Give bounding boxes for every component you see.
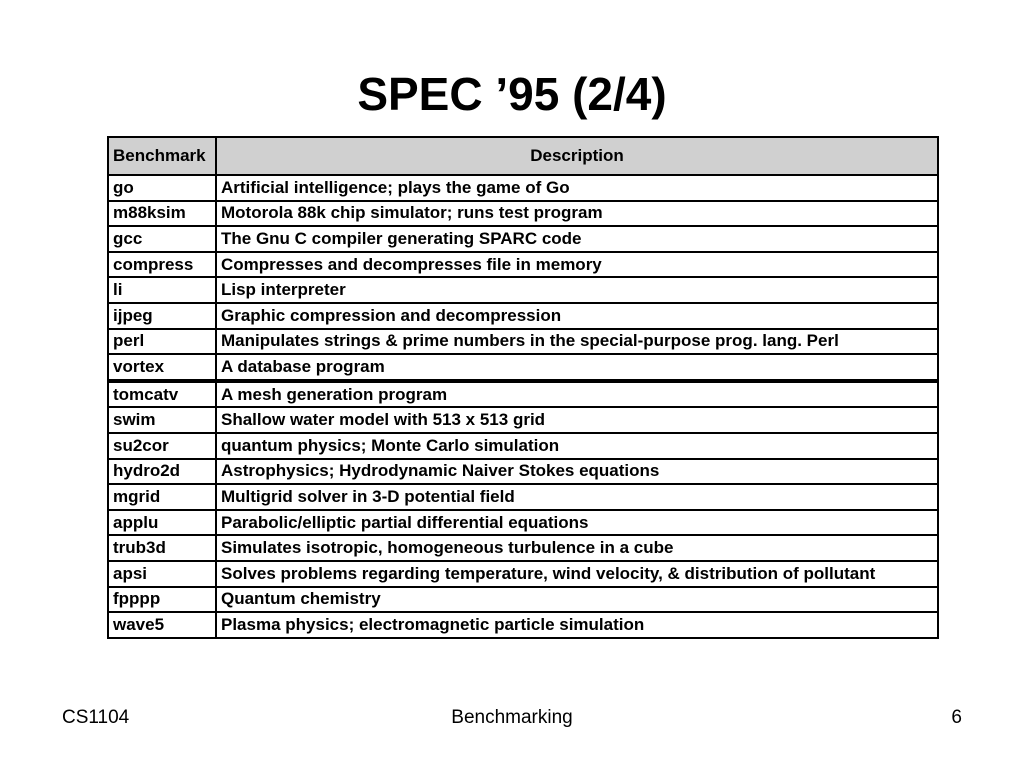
description-cell: Astrophysics; Hydrodynamic Naiver Stokes equations (216, 459, 938, 485)
table-row (108, 201, 938, 227)
benchmark-cell: applu (108, 510, 216, 536)
benchmark-cell: su2cor (108, 433, 216, 459)
table-row (108, 535, 938, 561)
description-cell: A database program (216, 354, 938, 381)
description-cell: Manipulates strings & prime numbers in the special-purpose prog. lang. Perl (216, 329, 938, 355)
benchmark-cell: swim (108, 407, 216, 433)
benchmark-cell: hydro2d (108, 459, 216, 485)
table-row (108, 329, 938, 355)
slide-title: SPEC ’95 (2/4) (357, 68, 667, 120)
table-row (108, 433, 938, 459)
table-header-row (108, 137, 938, 175)
table-row (108, 226, 938, 252)
description-cell: Simulates isotropic, homogeneous turbulence in a cube (216, 535, 938, 561)
table-row (108, 587, 938, 613)
benchmark-cell: trub3d (108, 535, 216, 561)
benchmark-cell: vortex (108, 354, 216, 381)
description-cell: The Gnu C compiler generating SPARC code (216, 226, 938, 252)
benchmark-cell: wave5 (108, 612, 216, 638)
description-cell: Motorola 88k chip simulator; runs test program (216, 201, 938, 227)
table-row (108, 354, 938, 381)
description-cell: Compresses and decompresses file in memory (216, 252, 938, 278)
benchmark-cell: gcc (108, 226, 216, 252)
description-cell: Quantum chemistry (216, 587, 938, 613)
benchmark-cell: compress (108, 252, 216, 278)
description-cell: Plasma physics; electromagnetic particle simulation (216, 612, 938, 638)
benchmark-cell: ijpeg (108, 303, 216, 329)
description-column-header: Description (216, 137, 938, 175)
description-cell: A mesh generation program (216, 381, 938, 408)
table-row (108, 407, 938, 433)
table-row (108, 561, 938, 587)
benchmark-cell: perl (108, 329, 216, 355)
table-row (108, 484, 938, 510)
table-row (108, 510, 938, 536)
table-row (108, 277, 938, 303)
table-row (108, 612, 938, 638)
description-cell: quantum physics; Monte Carlo simulation (216, 433, 938, 459)
description-cell: Parabolic/elliptic partial differential equations (216, 510, 938, 536)
footer-page-number: 6 (951, 707, 962, 728)
benchmark-cell: fpppp (108, 587, 216, 613)
benchmark-cell: go (108, 175, 216, 201)
benchmark-cell: mgrid (108, 484, 216, 510)
benchmark-column-header: Benchmark (108, 137, 216, 175)
table-row (108, 303, 938, 329)
footer-topic: Benchmarking (451, 707, 573, 728)
benchmark-table (107, 136, 939, 639)
table-row (108, 175, 938, 201)
benchmark-cell: li (108, 277, 216, 303)
benchmark-cell: apsi (108, 561, 216, 587)
table-row (108, 381, 938, 408)
description-cell: Multigrid solver in 3-D potential field (216, 484, 938, 510)
table-row (108, 252, 938, 278)
table-row (108, 459, 938, 485)
description-cell: Shallow water model with 513 x 513 grid (216, 407, 938, 433)
description-cell: Artificial intelligence; plays the game of Go (216, 175, 938, 201)
benchmark-cell: m88ksim (108, 201, 216, 227)
description-cell: Lisp interpreter (216, 277, 938, 303)
benchmark-cell: tomcatv (108, 381, 216, 408)
description-cell: Graphic compression and decompression (216, 303, 938, 329)
description-cell: Solves problems regarding temperature, wind velocity, & distribution of pollutant (216, 561, 938, 587)
footer-course-code: CS1104 (62, 707, 130, 728)
